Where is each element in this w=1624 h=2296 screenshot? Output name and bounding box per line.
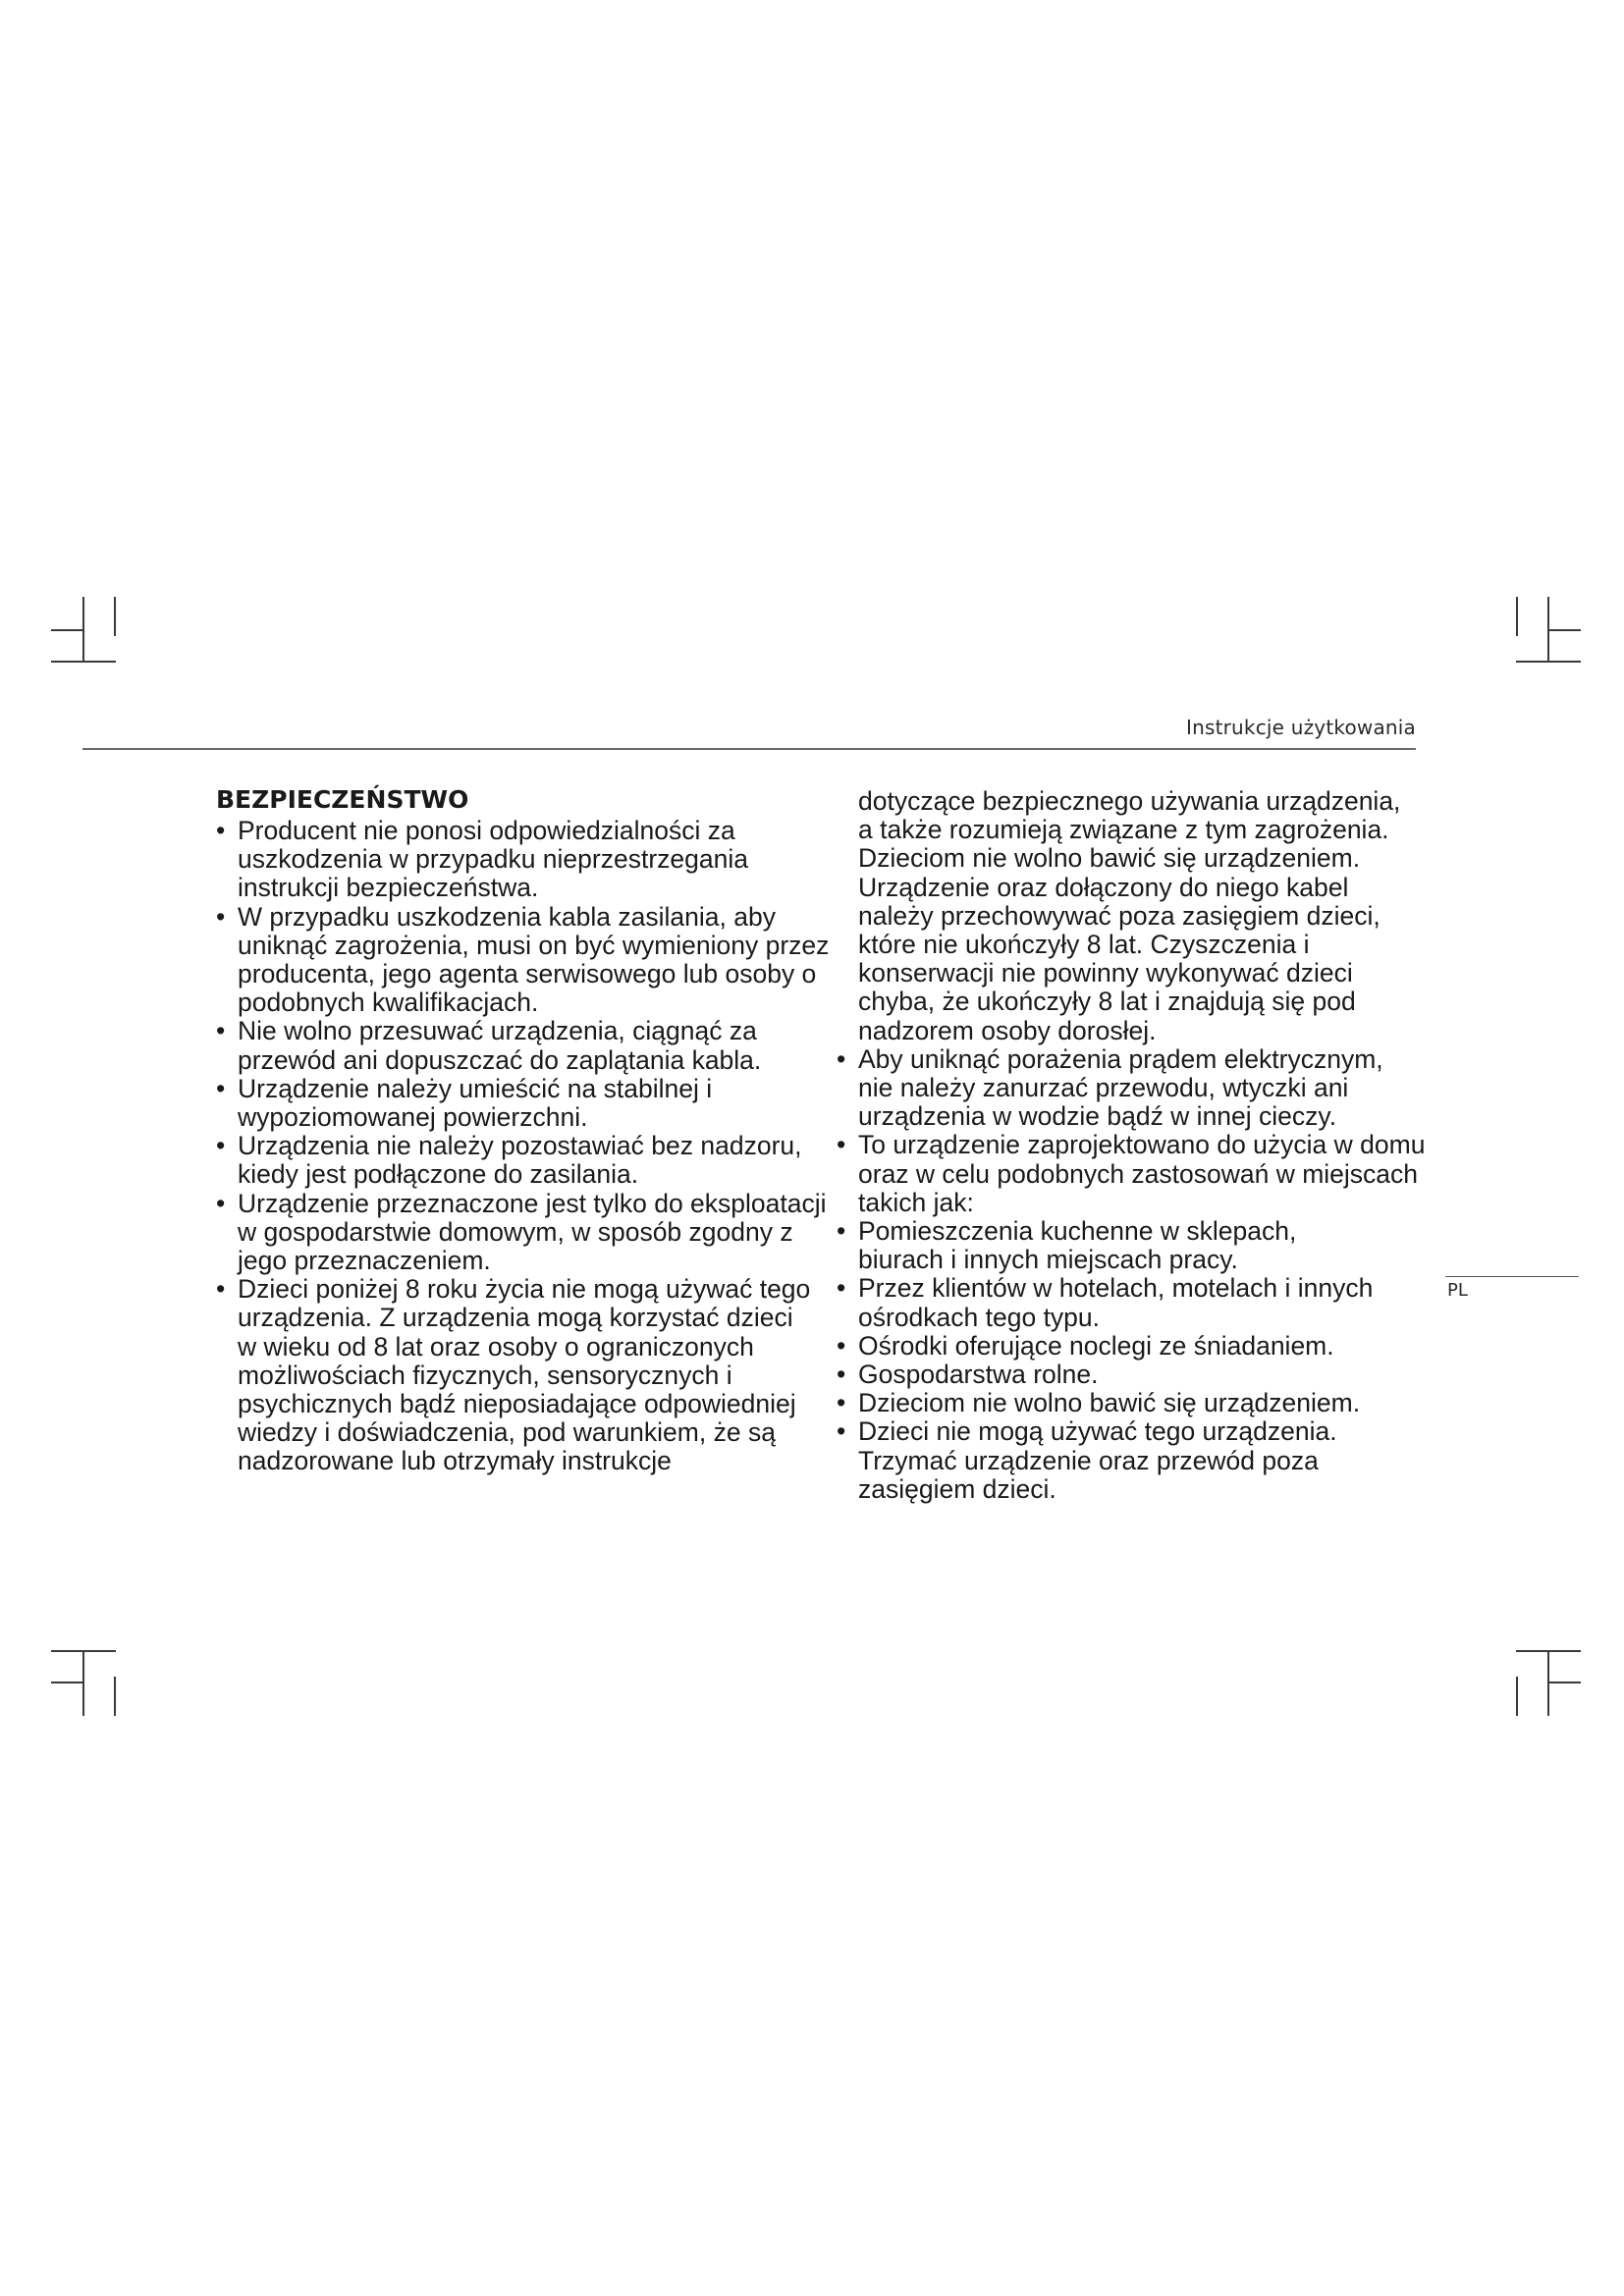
safety-item: • Nie wolno przesuwać urządzenia, ciągnąć za przewód ani dopuszczać do zaplątania kabla.: [216, 1017, 844, 1074]
language-tab-label: PL: [1447, 1280, 1468, 1301]
crop-mark-top-right-h: [1516, 661, 1581, 663]
crop-mark-top-right-v1: [1516, 597, 1518, 636]
safety-item: • Urządzenia nie należy pozostawiać bez nadzoru, kiedy jest podłączone do zasilania.: [216, 1132, 844, 1189]
safety-item: • W przypadku uszkodzenia kabla zasilania, aby uniknąć zagrożenia, musi on być wymieniony przez producenta, jego agenta serwisowego lub osoby o podobnych kwalifikacjach.: [216, 903, 844, 1018]
safety-item: • Dzieci poniżej 8 roku życia nie mogą używać tego urządzenia. Z urządzenia mogą korzystać dzieci w wieku od 8 lat oraz osoby o ograniczonych możliwościach fizycznych, sensorycznych i psychicznych bądź nieposiadające odpowiedniej wiedzy i doświadczenia, pod warunkiem, że są nadzorowane lub otrzymały instrukcje: [216, 1275, 817, 1475]
safety-item: • Urządzenie należy umieścić na stabilnej i wypoziomowanej powierzchni.: [216, 1075, 844, 1132]
safety-item: • Urządzenie przeznaczone jest tylko do eksploatacji w gospodarstwie domowym, w sposób zgodny z jego przeznaczeniem.: [216, 1190, 844, 1276]
right-column: [837, 787, 1426, 1504]
safety-item: • Pomieszczenia kuchenne w sklepach, biurach i innych miejscach pracy.: [837, 1217, 1369, 1274]
safety-item: • Aby uniknąć porażenia prądem elektrycznym, nie należy zanurzać przewodu, wtyczki ani urządzenia w wodzie bądź w innej cieczy.: [837, 1045, 1413, 1132]
header-rule: [82, 748, 1416, 750]
page-header-title: Instrukcje użytkowania: [1186, 716, 1416, 739]
section-heading: BEZPIECZEŃSTWO: [216, 785, 469, 814]
safety-item: • To urządzenie zaprojektowano do użycia w domu oraz w celu podobnych zastosowań w miejscach takich jak:: [837, 1131, 1426, 1217]
crop-mark-bottom-right-v2: [1547, 1652, 1549, 1716]
crop-mark-top-right-h2: [1549, 629, 1581, 631]
crop-mark-bottom-left-v1: [82, 1652, 84, 1716]
crop-mark-top-left-v2: [114, 597, 116, 636]
left-column: [216, 785, 844, 1476]
crop-mark-top-left-v1: [82, 597, 84, 661]
safety-item: • Dzieciom nie wolno bawić się urządzeniem.: [837, 1389, 1426, 1417]
safety-item: • Ośrodki oferujące noclegi ze śniadaniem.: [837, 1332, 1426, 1361]
safety-item: • Przez klientów w hotelach, motelach i innych ośrodkach tego typu.: [837, 1274, 1426, 1331]
crop-mark-bottom-left-h2: [51, 1682, 82, 1683]
safety-item: • Dzieci nie mogą używać tego urządzenia. Trzymać urządzenie oraz przewód poza zasięgiem dzieci.: [837, 1417, 1393, 1504]
safety-item-continuation: dotyczące bezpiecznego używania urządzenia, a także rozumieją związane z tym zagrożenia. Dzieciom nie wolno bawić się urządzeniem. Urządzenie oraz dołączony do niego kabel należy przechowywać poza zasięgiem dzieci, które nie ukończyły 8 lat. Czyszczenia i konserwacji nie powinny wykonywać dzieci chyba, że ukończyły 8 lat i znajdują się pod nadzorem osoby dorosłej.: [858, 786, 1401, 1045]
safety-item: • Gospodarstwa rolne.: [837, 1361, 1426, 1389]
safety-item: • Producent nie ponosi odpowiedzialności za uszkodzenia w przypadku nieprzestrzegania instrukcji bezpieczeństwa.: [216, 817, 844, 903]
crop-mark-top-left-h2: [51, 629, 82, 631]
crop-mark-bottom-left-v2: [114, 1677, 116, 1716]
crop-mark-top-left-h: [51, 661, 116, 663]
language-tab-rule: [1445, 1276, 1579, 1277]
crop-mark-bottom-right-h2: [1549, 1682, 1581, 1683]
crop-mark-bottom-right-v1: [1516, 1677, 1518, 1716]
